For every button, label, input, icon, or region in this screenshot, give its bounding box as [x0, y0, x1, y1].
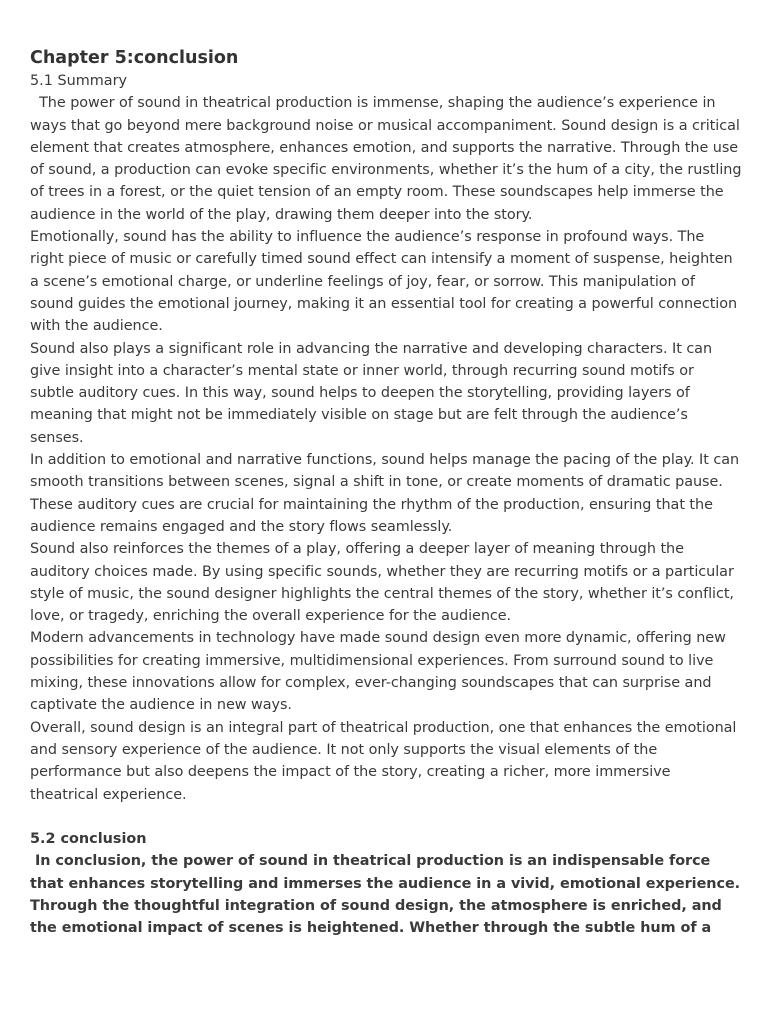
document-page: [30, 46, 746, 940]
summary-paragraph-7: Overall, sound design is an integral part of theatrical production, one that enhances the emotional and sensory experience of the audience. It not only supports the visual elements of the performance but also deepens the impact of the story, creating a richer, more immersive theatrical experience.: [30, 719, 737, 803]
summary-paragraph-1: The power of sound in theatrical production is immense, shaping the audience’s experience in ways that go beyond mere background noise or musical accompaniment. Sound design is a critical element that creates atmosphere, enhances emotion, and supports the narrative. Through the use of sound, a production can evoke specific environments, whether it’s the hum of a city, the rustling of trees in a forest, or the quiet tension of an empty room. These soundscapes help immerse the audience in the world of the play, drawing them deeper into the story.: [30, 95, 746, 223]
section-spacer: [30, 806, 742, 828]
summary-paragraph-5: Sound also reinforces the themes of a play, offering a deeper layer of meaning through the auditory choices made. By using specific sounds, whether they are recurring motifs or a particular style of music, the sound designer highlights the central themes of the story, whether it’s conflict, love, or tragedy, enriching the overall experience for the audience.: [30, 541, 734, 625]
summary-heading: 5.1 Summary: [30, 73, 128, 89]
summary-paragraph-6: Modern advancements in technology have made sound design even more dynamic, offering new possibilities for creating immersive, multidimensional experiences. From surround sound to live mixing, these innovations allow for complex, ever-changing soundscapes that can surprise and captivate the audience in new ways.: [30, 630, 726, 714]
summary-paragraph-2: Emotionally, sound has the ability to influence the audience’s response in profound ways. The right piece of music or carefully timed sound effect can intensify a moment of suspense, heighten a scene’s emotional charge, or underline feelings of joy, fear, or sorrow. This manipulation of sound guides the emotional journey, making it an essential tool for creating a powerful connection with the audience.: [30, 229, 738, 335]
summary-paragraph-4: In addition to emotional and narrative functions, sound helps manage the pacing of the play. It can smooth transitions between scenes, signal a shift in tone, or create moments of dramatic pause. These auditory cues are crucial for maintaining the rhythm of the production, ensuring that the audience remains engaged and the story flows seamlessly.: [30, 452, 740, 535]
chapter-title: Chapter 5:conclusion: [30, 48, 239, 68]
summary-paragraph-3: Sound also plays a significant role in advancing the narrative and developing characters. It can give insight into a character’s mental state or inner world, through recurring sound motifs or subtle auditory cues. In this way, sound helps to deepen the storytelling, providing layers of meaning that might not be immediately visible on stage but are felt through the audience’s senses.: [30, 340, 713, 446]
conclusion-heading: 5.2 conclusion: [30, 831, 147, 848]
conclusion-paragraph-1: In conclusion, the power of sound in theatrical production is an indispensable force that enhances storytelling and immerses the audience in a vivid, emotional experience. Through the thoughtful integration of sound design, the atmosphere is enriched, and the emotional impact of scenes is heightened. Whether through the subtle hum of a: [30, 853, 746, 937]
